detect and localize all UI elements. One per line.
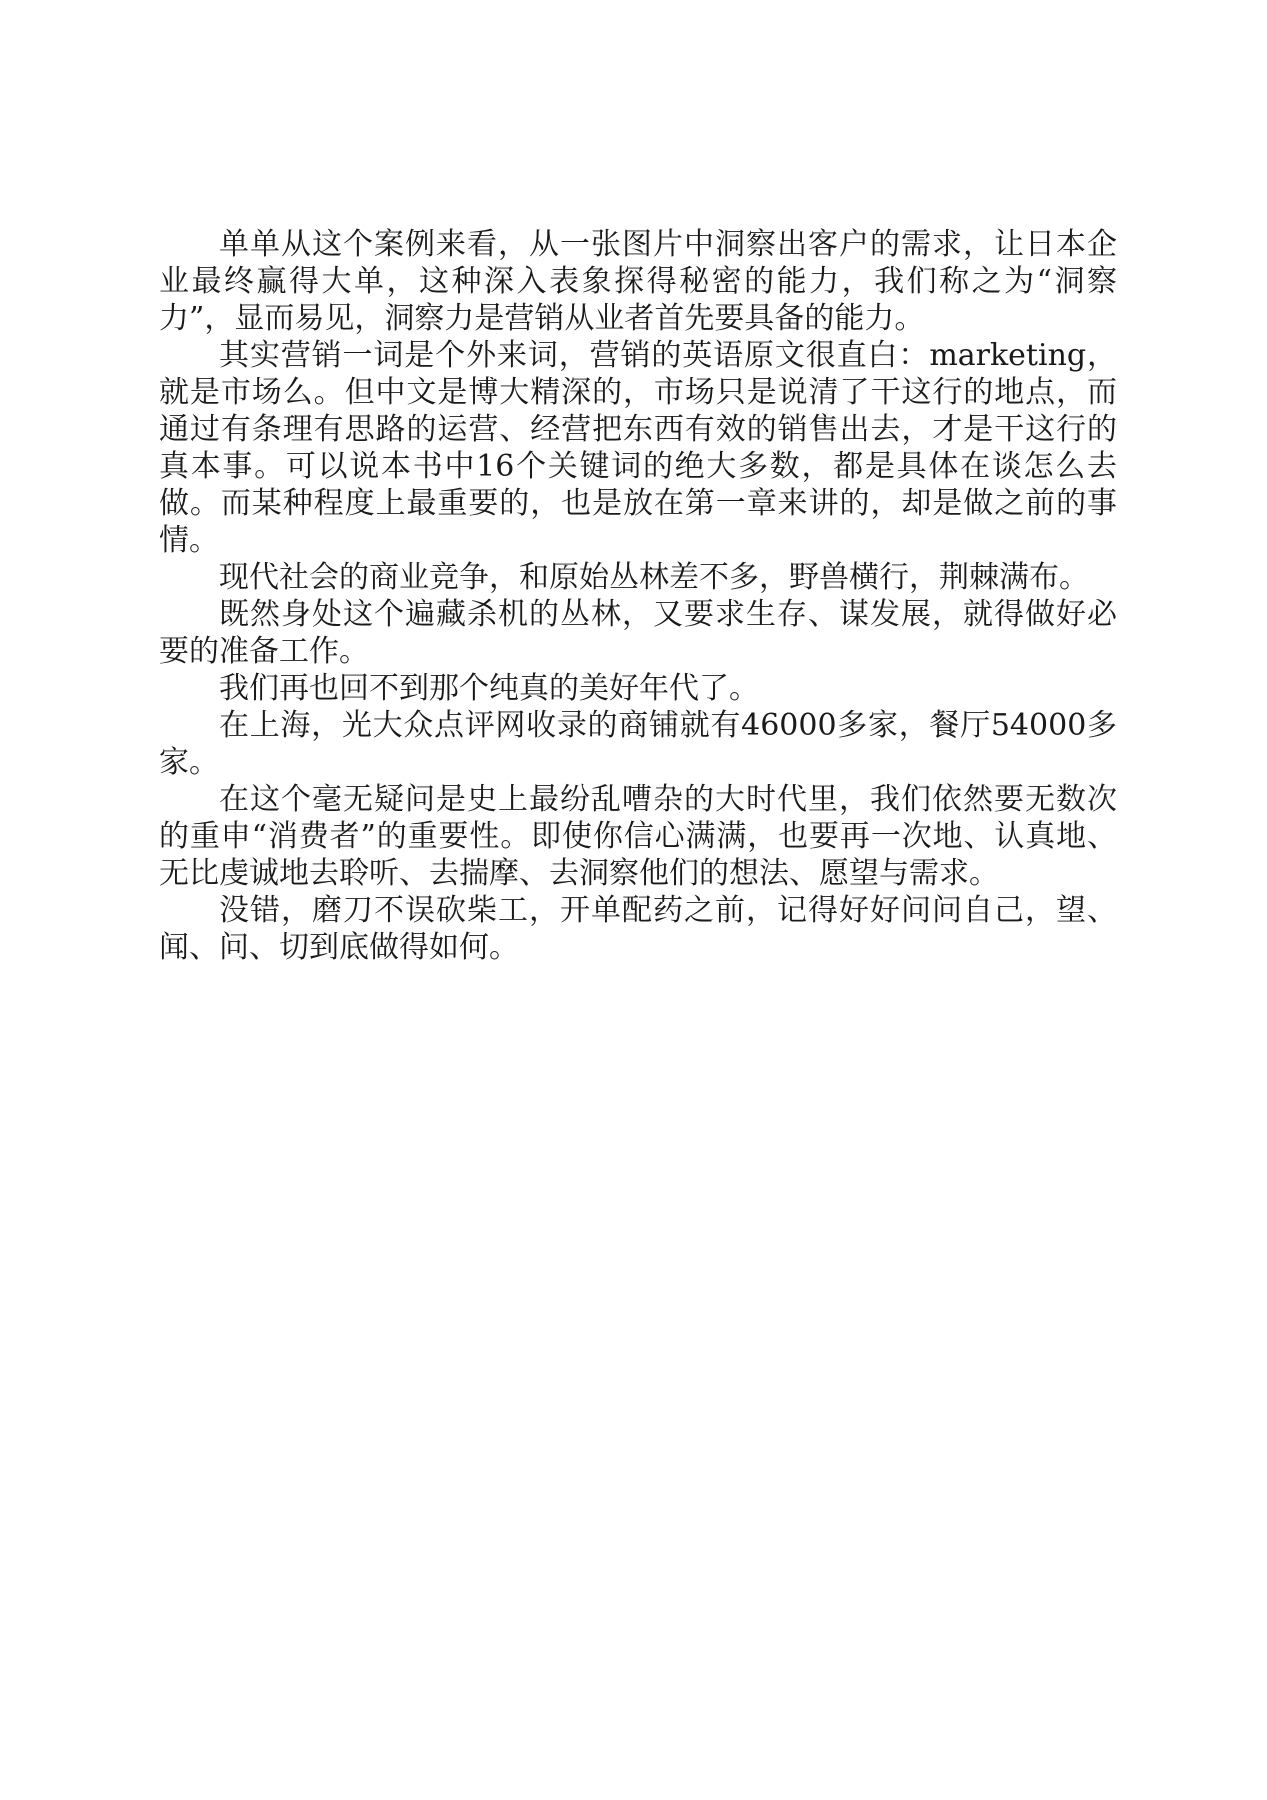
paragraph: 我们再也回不到那个纯真的美好年代了。 [219,671,759,706]
paragraph: 没错，磨刀不误砍柴工，开单配药之前，记得好好问问自己，望、闻、问、切到底做得如何。 [159,893,1117,965]
paragraph: 在上海，光大众点评网收录的商铺就有46000多家，餐厅54000多家。 [159,708,1117,780]
paragraph: 现代社会的商业竞争，和原始丛林差不多，野兽横行，荆棘满布。 [219,560,1089,595]
paragraph: 单单从这个案例来看，从一张图片中洞察出客户的需求，让日本企业最终赢得大单，这种深入表象探得秘密的能力，我们称之为“洞察力”，显而易见，洞察力是营销从业者首先要具备的能力。 [159,227,1117,336]
paragraph: 在这个毫无疑问是史上最纷乱嘈杂的大时代里，我们依然要无数次的重申“消费者”的重要性。即使你信心满满，也要再一次地、认真地、无比虔诚地去聆听、去揣摩、去洞察他们的想法、愿望与需求。 [159,782,1117,891]
paragraph: 既然身处这个遍藏杀机的丛林，又要求生存、谋发展，就得做好必要的准备工作。 [159,597,1117,669]
paragraph: 其实营销一词是个外来词，营销的英语原文很直白：marketing，就是市场么。但中文是博大精深的，市场只是说清了干这行的地点，而通过有条理有思路的运营、经营把东西有效的销售出去，才是干这行的真本事。可以说本书中16个关键词的绝大多数，都是具体在谈怎么去做。而某种程度上最重要的，也是放在第一章来讲的，却是做之前的事情。 [159,338,1117,558]
body-text [159,226,1117,966]
